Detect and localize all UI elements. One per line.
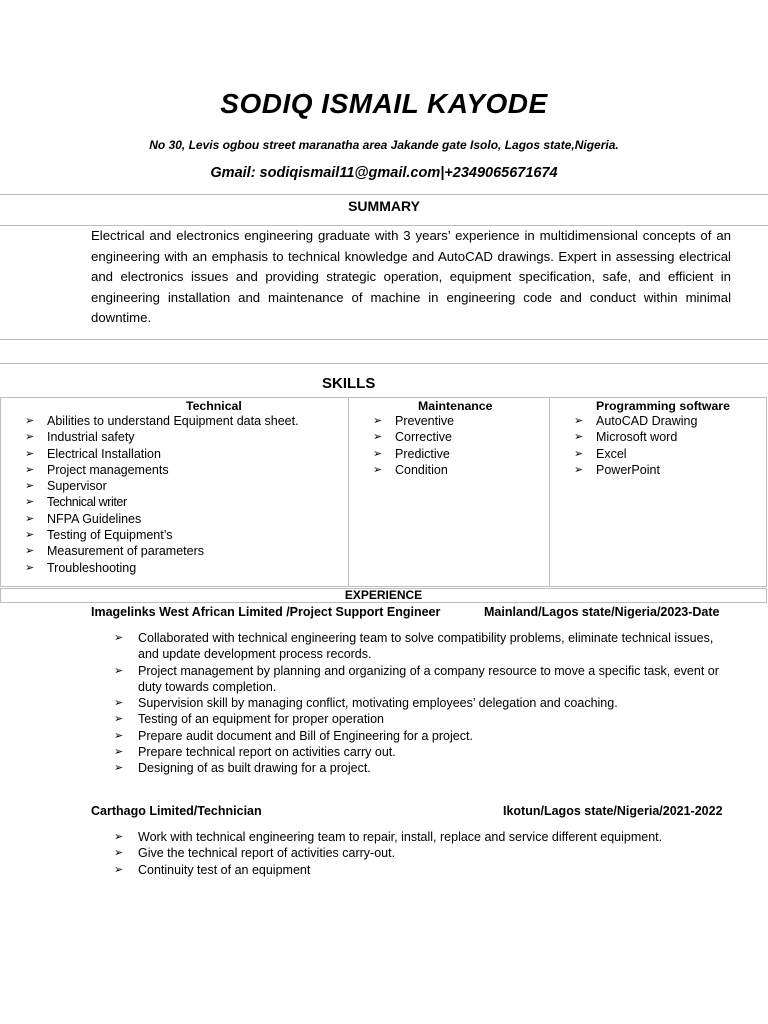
list-item: ➢ Abilities to understand Equipment data sheet. bbox=[25, 414, 299, 428]
arrow-bullet-icon: ➢ bbox=[114, 664, 124, 677]
arrow-bullet-icon: ➢ bbox=[373, 463, 383, 476]
list-item: ➢ Collaborated with technical engineering team to solve compatibility problems, eliminate technical issues, and update development process records. bbox=[114, 631, 714, 662]
arrow-bullet-icon: ➢ bbox=[114, 632, 124, 644]
list-item: ➢ Testing of an equipment for proper operation bbox=[114, 712, 384, 727]
job-location: Mainland/Lagos state/Nigeria/2023-Date bbox=[484, 605, 720, 619]
programming-skills-list bbox=[550, 413, 766, 478]
list-item: ➢ Work with technical engineering team to repair, install, replace and service different equipment. bbox=[114, 830, 663, 844]
arrow-bullet-icon: ➢ bbox=[25, 512, 35, 525]
technical-column-title: Technical bbox=[186, 399, 242, 413]
arrow-bullet-icon: ➢ bbox=[373, 431, 383, 444]
list-item: ➢ Project managements bbox=[25, 462, 169, 477]
list-item: ➢ Preventive bbox=[373, 414, 455, 428]
list-item: ➢ Industrial safety bbox=[25, 430, 135, 445]
job-location: Ikotun/Lagos state/Nigeria/2021-2022 bbox=[503, 804, 723, 818]
address-line: No 30, Levis ogbou street maranatha area Jakande gate Isolo, Lagos state,Nigeria. bbox=[149, 138, 619, 152]
list-item: ➢ Technical writer bbox=[25, 495, 127, 510]
arrow-bullet-icon: ➢ bbox=[25, 496, 35, 509]
list-item: ➢ Excel bbox=[574, 446, 627, 461]
list-item: ➢ Troubleshooting bbox=[25, 560, 137, 575]
maintenance-skills-list bbox=[349, 413, 549, 478]
candidate-name: SODIQ ISMAIL KAYODE bbox=[220, 88, 548, 119]
arrow-bullet-icon: ➢ bbox=[114, 713, 124, 726]
arrow-bullet-icon: ➢ bbox=[574, 463, 584, 476]
arrow-bullet-icon: ➢ bbox=[114, 697, 124, 710]
list-item: ➢ Measurement of parameters bbox=[25, 544, 205, 559]
list-item: ➢ Testing of Equipment’s bbox=[25, 528, 173, 543]
arrow-bullet-icon: ➢ bbox=[25, 463, 35, 476]
skills-table bbox=[0, 397, 767, 587]
skills-column-maintenance bbox=[349, 398, 550, 586]
list-item: ➢ Supervisor bbox=[25, 479, 107, 494]
arrow-bullet-icon: ➢ bbox=[574, 431, 584, 444]
list-item: ➢ Prepare audit document and Bill of Engineering for a project. bbox=[114, 728, 473, 743]
arrow-bullet-icon: ➢ bbox=[25, 431, 35, 444]
arrow-bullet-icon: ➢ bbox=[114, 729, 124, 742]
list-item: ➢ Microsoft word bbox=[574, 430, 678, 445]
arrow-bullet-icon: ➢ bbox=[114, 847, 124, 860]
summary-heading: SUMMARY bbox=[348, 198, 420, 214]
arrow-bullet-icon: ➢ bbox=[114, 863, 124, 876]
list-item: ➢ Supervision skill by managing conflict, motivating employees’ delegation and coaching. bbox=[114, 696, 618, 711]
list-item: ➢ Electrical Installation bbox=[25, 446, 161, 461]
arrow-bullet-icon: ➢ bbox=[373, 447, 383, 460]
list-item: ➢ PowerPoint bbox=[574, 462, 660, 477]
list-item: ➢ AutoCAD Drawing bbox=[574, 414, 698, 428]
divider bbox=[0, 194, 768, 195]
arrow-bullet-icon: ➢ bbox=[114, 831, 124, 843]
arrow-bullet-icon: ➢ bbox=[114, 762, 124, 775]
arrow-bullet-icon: ➢ bbox=[25, 529, 35, 542]
arrow-bullet-icon: ➢ bbox=[574, 447, 584, 460]
arrow-bullet-icon: ➢ bbox=[25, 480, 35, 493]
arrow-bullet-icon: ➢ bbox=[574, 415, 584, 427]
summary-text: Electrical and electronics engineering graduate with 3 years’ experience in multidimensional concepts of an engineering with an emphasis to technical knowledge and AutoCAD drawings. Expert in assessing electrical and electronics issues and providing strategic operation, equipment specification, safe, and efficient in engineering installation and maintenance of machine in engineering code and conduct within minimal downtime. bbox=[91, 228, 731, 325]
arrow-bullet-icon: ➢ bbox=[25, 545, 35, 558]
skills-heading: SKILLS bbox=[322, 375, 376, 392]
skills-column-programming bbox=[550, 398, 766, 586]
programming-column-title: Programming software bbox=[596, 399, 730, 413]
list-item: ➢ Prepare technical report on activities carry out. bbox=[114, 745, 396, 760]
job-duties bbox=[114, 630, 734, 777]
arrow-bullet-icon: ➢ bbox=[114, 746, 124, 759]
arrow-bullet-icon: ➢ bbox=[25, 561, 35, 574]
list-item: ➢ Corrective bbox=[373, 430, 452, 445]
contact-line: Gmail: sodiqismail11@gmail.com|+2349065671674 bbox=[210, 165, 558, 181]
job-title: Imagelinks West African Limited /Project Support Engineer bbox=[91, 605, 441, 619]
arrow-bullet-icon: ➢ bbox=[25, 447, 35, 460]
list-item: ➢ Continuity test of an equipment bbox=[114, 862, 311, 877]
experience-heading: EXPERIENCE bbox=[0, 588, 767, 603]
job-title: Carthago Limited/Technician bbox=[91, 804, 262, 818]
maintenance-column-title: Maintenance bbox=[418, 399, 493, 413]
divider bbox=[0, 339, 768, 340]
skills-column-technical bbox=[1, 398, 349, 586]
list-item: ➢ NFPA Guidelines bbox=[25, 511, 142, 526]
job-duties bbox=[114, 829, 734, 878]
list-item: ➢ Condition bbox=[373, 462, 448, 477]
divider bbox=[0, 363, 768, 364]
list-item: ➢ Project management by planning and organizing of a company resource to move a specific task, event or duty towards completion. bbox=[114, 663, 719, 694]
arrow-bullet-icon: ➢ bbox=[25, 415, 35, 427]
list-item: ➢ Predictive bbox=[373, 446, 450, 461]
list-item: ➢ Designing of as built drawing for a project. bbox=[114, 761, 371, 776]
arrow-bullet-icon: ➢ bbox=[373, 415, 383, 427]
technical-skills-list bbox=[1, 413, 348, 576]
list-item: ➢ Give the technical report of activities carry-out. bbox=[114, 846, 396, 861]
